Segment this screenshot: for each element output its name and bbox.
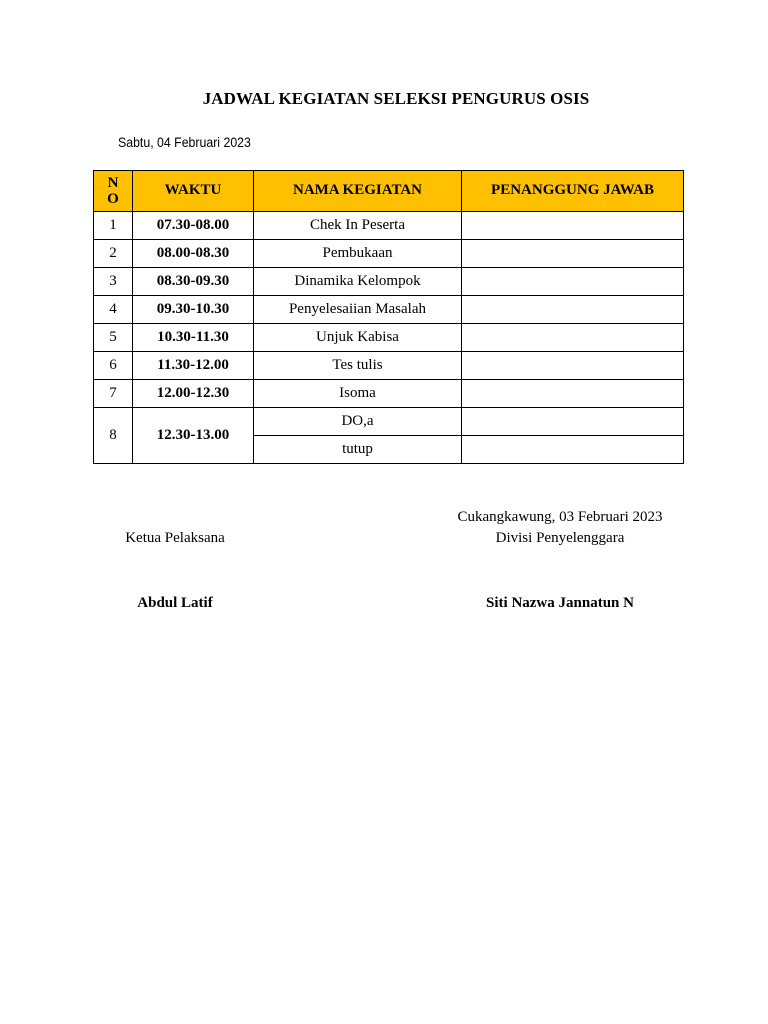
signature-left-name: Abdul Latif (137, 595, 213, 611)
header-time: WAKTU (133, 171, 254, 212)
header-no (94, 171, 133, 212)
signature-right-name: Siti Nazwa Jannatun N (486, 595, 634, 611)
date-line: Sabtu, 04 Februari 2023 (118, 134, 251, 150)
row-activity: Tes tulis (254, 352, 462, 380)
row-pic-extra (462, 436, 684, 464)
row-time: 12.30-13.00 (133, 408, 254, 464)
table-row (94, 296, 684, 324)
row-pic (462, 352, 684, 380)
table-header-row (94, 171, 684, 212)
row-time: 07.30-08.00 (133, 212, 254, 240)
row-time: 08.30-09.30 (133, 268, 254, 296)
table-row (94, 324, 684, 352)
row-activity: tutup (254, 436, 462, 464)
row-activity: Unjuk Kabisa (254, 324, 462, 352)
row-no: 7 (94, 380, 133, 408)
row-no: 6 (94, 352, 133, 380)
row-no: 2 (94, 240, 133, 268)
header-no-label: N O (107, 174, 119, 207)
row-time: 11.30-12.00 (133, 352, 254, 380)
row-time: 09.30-10.30 (133, 296, 254, 324)
row-pic (462, 212, 684, 240)
row-no: 5 (94, 324, 133, 352)
row-pic (462, 408, 684, 436)
row-time: 08.00-08.30 (133, 240, 254, 268)
row-no: 4 (94, 296, 133, 324)
row-pic (462, 296, 684, 324)
table-row (94, 380, 684, 408)
table-row (94, 240, 684, 268)
table-row (94, 212, 684, 240)
signature-left-role: Ketua Pelaksana (125, 530, 225, 546)
row-no: 3 (94, 268, 133, 296)
row-time: 12.00-12.30 (133, 380, 254, 408)
schedule-table (93, 170, 684, 464)
row-activity: Chek In Peserta (254, 212, 462, 240)
row-activity: Pembukaan (254, 240, 462, 268)
table-row (94, 352, 684, 380)
document-title: JADWAL KEGIATAN SELEKSI PENGURUS OSIS (202, 89, 590, 108)
row-activity: Isoma (254, 380, 462, 408)
row-pic (462, 324, 684, 352)
signature-place-date: Cukangkawung, 03 Februari 2023 (457, 509, 663, 525)
table-row (94, 268, 684, 296)
row-pic (462, 240, 684, 268)
header-pic: PENANGGUNG JAWAB (462, 171, 684, 212)
row-pic (462, 268, 684, 296)
row-no: 1 (94, 212, 133, 240)
row-activity: Dinamika Kelompok (254, 268, 462, 296)
row-time: 10.30-11.30 (133, 324, 254, 352)
row-pic (462, 380, 684, 408)
header-activity: NAMA KEGIATAN (254, 171, 462, 212)
row-no: 8 (94, 408, 133, 464)
signature-right-role: Divisi Penyelenggara (495, 530, 625, 546)
table-row (94, 408, 684, 436)
row-activity: DO,a (254, 408, 462, 436)
row-activity: Penyelesaiian Masalah (254, 296, 462, 324)
